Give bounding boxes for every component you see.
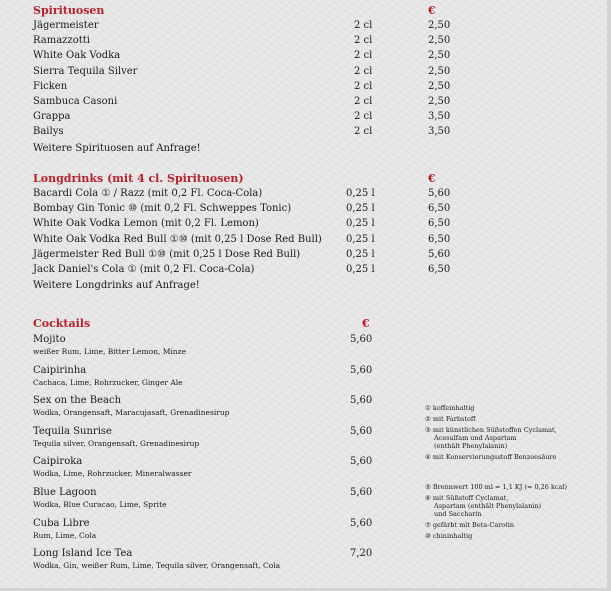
footnote-line: ② mit Farbstoff <box>425 415 476 423</box>
footnote <box>425 404 557 412</box>
longdrinks-row <box>33 263 473 277</box>
item-name: Grappa <box>33 111 71 123</box>
section-title-spirituosen: Spirituosen <box>33 4 105 17</box>
item-price: 2,50 <box>428 50 451 62</box>
cocktail-price: 5,60 <box>350 364 373 376</box>
cocktail-price: 5,60 <box>350 487 373 498</box>
item-name: White Oak Vodka <box>33 50 121 62</box>
spirituosen-row <box>33 19 473 33</box>
item-quantity: 0,25 l <box>346 203 375 215</box>
item-quantity: 2 cl <box>354 20 373 31</box>
item-quantity: 2 cl <box>354 80 373 92</box>
footnote <box>425 494 567 518</box>
item-price: 5,60 <box>428 248 451 260</box>
cocktail-ingredients: Rum, Lime, Cola <box>33 530 97 540</box>
item-name: White Oak Vodka Red Bull ①⑩ (mit 0,25 l Dose Red Bull) <box>33 233 322 245</box>
footnote-line: Acesulfam und Aspartam <box>434 434 517 442</box>
item-name: Ramazzotti <box>33 35 90 47</box>
item-name: Jägermeister Red Bull ①⑩ (mit 0,25 l Dose Red Bull) <box>33 248 301 260</box>
cocktail-ingredients: Wodka, Lime, Rohrzucker, Mineralwasser <box>33 469 192 479</box>
footnote <box>425 453 557 461</box>
item-name: Bombay Gin Tonic ⑩ (mit 0,2 Fl. Schweppes Tonic) <box>33 203 292 215</box>
cocktail-name: Caipirinha <box>33 364 87 376</box>
item-quantity: 2 cl <box>354 65 373 77</box>
footnote-line: (enthält Phenylalanin) <box>434 442 508 450</box>
item-quantity: 2 cl <box>354 111 373 123</box>
item-price: 5,60 <box>428 188 451 199</box>
currency-header-longdrinks: € <box>428 172 436 185</box>
item-price: 2,50 <box>428 65 451 77</box>
cocktail-ingredients: Cachaca, Lime, Rohrzucker, Ginger Ale <box>33 377 183 387</box>
item-name: Sierra Tequila Silver <box>33 65 138 77</box>
spirituosen-row <box>33 80 473 94</box>
item-price: 6,50 <box>428 203 451 215</box>
item-name: Sambuca Casoni <box>33 96 118 107</box>
item-price: 6,50 <box>428 264 451 275</box>
item-price: 2,50 <box>428 35 451 47</box>
spirituosen-row <box>33 34 473 48</box>
footnote-line: ⑤ Brennwert 100 ml = 1,1 KJ (= 0,26 kcal) <box>425 483 568 491</box>
cocktail-item <box>33 425 373 449</box>
item-price: 2,50 <box>428 96 451 107</box>
section-title-cocktails: Cocktails <box>33 317 91 330</box>
longdrinks-row <box>33 217 473 231</box>
cocktail-item <box>33 394 373 418</box>
cocktail-item <box>33 517 373 541</box>
cocktail-item <box>33 333 373 357</box>
item-price: 3,50 <box>428 126 451 138</box>
longdrinks-row <box>33 233 473 247</box>
item-price: 6,50 <box>428 218 451 230</box>
cocktail-name: Caipiroka <box>33 456 83 468</box>
item-quantity: 0,25 l <box>346 233 375 245</box>
cocktail-item <box>33 486 373 510</box>
footnote-line: ① koffeinhaltig <box>425 404 475 412</box>
currency-header-cocktails: € <box>362 317 370 330</box>
cocktail-price: 5,60 <box>350 517 373 529</box>
spirituosen-note: Weitere Spirituosen auf Anfrage! <box>33 143 201 154</box>
item-name: Ficken <box>33 80 68 92</box>
currency-header-spirituosen: € <box>428 4 436 17</box>
cocktail-price: 5,60 <box>350 425 373 437</box>
cocktail-name: Blue Lagoon <box>33 487 97 498</box>
item-price: 6,50 <box>428 233 451 245</box>
item-quantity: 2 cl <box>354 126 373 138</box>
cocktail-name: Cuba Libre <box>33 517 90 529</box>
footnote-line: ⑥ mit Süßstoff Cyclamat, <box>425 494 509 502</box>
section-title-longdrinks: Longdrinks (mit 4 cl. Spirituosen) <box>33 172 244 185</box>
longdrinks-note: Weitere Longdrinks auf Anfrage! <box>33 280 200 291</box>
footnote-line: Aspartam (enthält Phenylalanin) <box>434 502 542 510</box>
item-name: Bailys <box>33 126 64 138</box>
item-quantity: 2 cl <box>354 50 373 62</box>
footnote-line: und Saccharin <box>434 510 482 518</box>
cocktail-item <box>33 547 373 571</box>
item-price: 2,50 <box>428 80 451 92</box>
footnote <box>425 532 567 540</box>
item-quantity: 0,25 l <box>346 264 375 275</box>
item-price: 3,50 <box>428 111 451 123</box>
spirituosen-row <box>33 65 473 79</box>
cocktail-price: 5,60 <box>350 334 373 345</box>
spirituosen-row <box>33 125 473 139</box>
cocktail-name: Sex on the Beach <box>33 395 122 407</box>
cocktail-ingredients: Wodka, Orangensaft, Maracujasaft, Grenadinesirup <box>33 408 230 418</box>
longdrinks-row <box>33 187 473 201</box>
item-price: 2,50 <box>428 20 451 31</box>
item-quantity: 0,25 l <box>346 218 375 230</box>
item-quantity: 2 cl <box>354 35 373 47</box>
longdrinks-row <box>33 248 473 262</box>
footnote-line: ⑦ gefärbt mit Beta-Carotin <box>425 521 515 529</box>
footnote <box>425 483 567 491</box>
footnotes-group-2 <box>425 483 567 543</box>
footnote <box>425 426 557 450</box>
cocktail-name: Long Island Ice Tea <box>33 548 133 560</box>
cocktail-name: Tequila Sunrise <box>33 425 112 437</box>
item-name: Jack Daniel's Cola ① (mit 0,2 Fl. Coca-Cola) <box>33 264 255 275</box>
cocktail-ingredients: Wodka, Blue Curacao, Lime, Sprite <box>33 500 167 509</box>
item-name: Jägermeister <box>33 20 99 31</box>
spirituosen-row <box>33 110 473 124</box>
cocktail-ingredients: Wodka, Gin, weißer Rum, Lime, Tequila silver, Orangensaft, Cola <box>33 561 281 571</box>
cocktail-ingredients: weißer Rum, Lime, Bitter Lemon, Minze <box>33 347 187 356</box>
spirituosen-row <box>33 49 473 63</box>
cocktail-price: 5,60 <box>350 395 373 407</box>
footnote <box>425 415 557 423</box>
cocktail-item <box>33 364 373 388</box>
footnote-line: ④ mit Konservierungsstoff Benzoesäure <box>425 453 557 461</box>
item-quantity: 0,25 l <box>346 248 375 260</box>
item-quantity: 0,25 l <box>346 188 375 199</box>
page-edge-right <box>607 0 611 591</box>
footnotes-group-1 <box>425 404 557 464</box>
cocktail-ingredients: Tequila silver, Orangensaft, Grenadinesirup <box>33 438 200 448</box>
longdrinks-row <box>33 202 473 216</box>
footnote-line: ⑩ chininhaltig <box>425 532 473 540</box>
spirituosen-row <box>33 95 473 109</box>
cocktail-price: 5,60 <box>350 456 373 468</box>
footnote <box>425 521 567 529</box>
cocktail-item <box>33 455 373 479</box>
item-quantity: 2 cl <box>354 96 373 107</box>
item-name: White Oak Vodka Lemon (mit 0,2 Fl. Lemon) <box>33 218 259 230</box>
item-name: Bacardi Cola ① / Razz (mit 0,2 Fl. Coca-Cola) <box>33 188 263 199</box>
cocktail-name: Mojito <box>33 334 66 345</box>
footnote-line: ③ mit künstlichen Süßstoffen Cyclamat, <box>425 426 557 434</box>
cocktail-price: 7,20 <box>350 548 373 560</box>
